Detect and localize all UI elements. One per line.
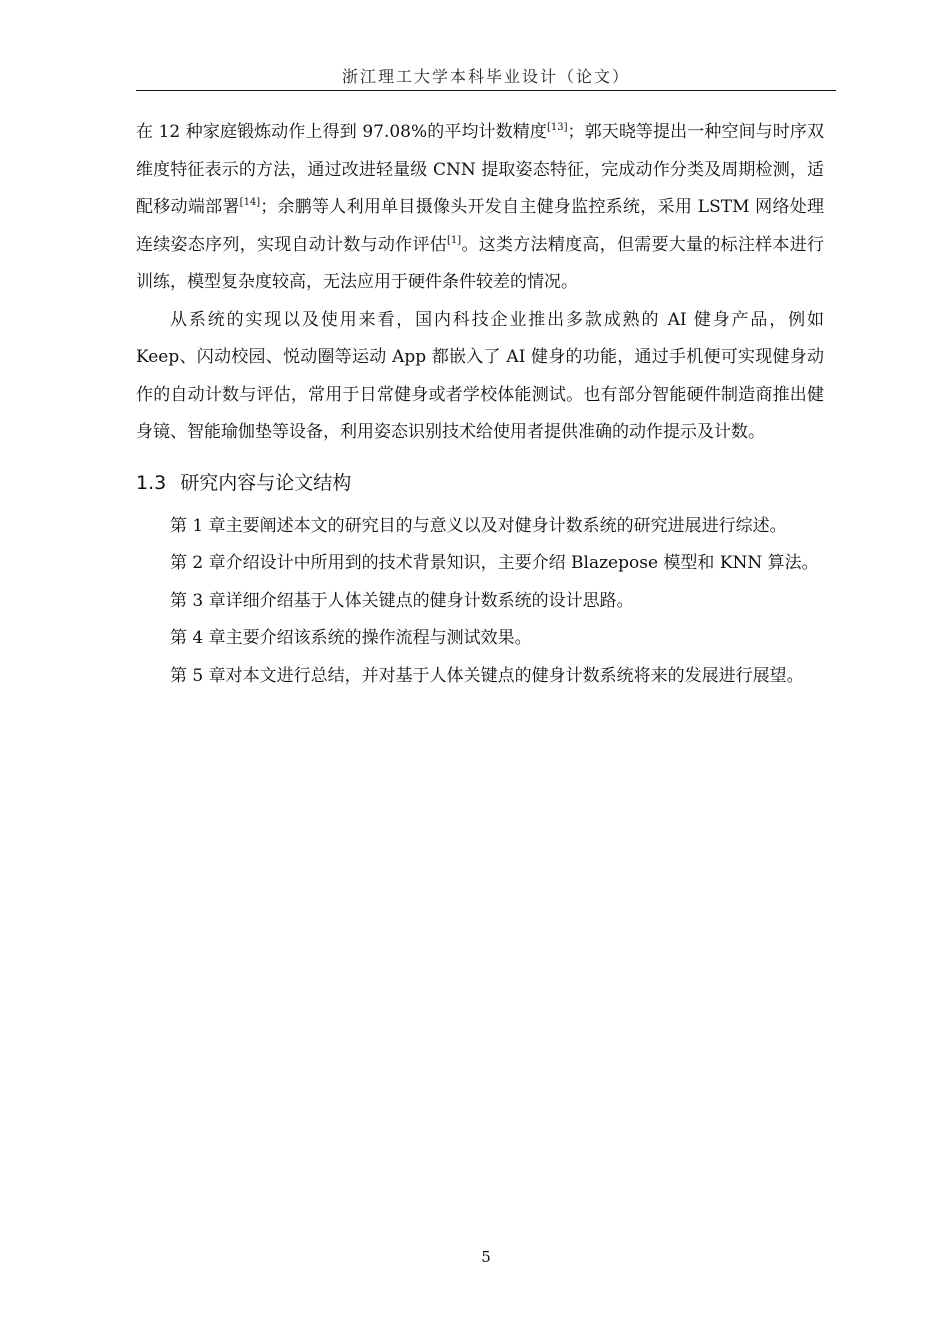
citation-1: [1] <box>447 234 462 246</box>
citation-14: [14] <box>239 197 261 208</box>
text-run: ；郭天晓等提出一种空间与时序双维度特征表示的方法，通过改进轻量级 CNN 提取姿态特征，完成动作分类及周期检测，适配移动端部署 <box>136 122 824 217</box>
chapter-summary-5: 第 5 章对本文进行总结，并对基于人体关键点的健身计数系统将来的发展进行展望。 <box>170 665 804 686</box>
paragraph-related-work <box>136 114 824 302</box>
citation-13: [13] <box>546 122 568 133</box>
text-run: 。这类方法精度高，但需要大量的标注样本进行训练，模型复杂度较高，无法应用于硬件条件较差的情况。 <box>136 234 825 292</box>
page-number: 5 <box>481 1248 491 1266</box>
section-number: 1.3 <box>136 471 167 494</box>
text-run: 在 12 种家庭锻炼动作上得到 97.08%的平均计数精度 <box>136 122 547 142</box>
chapter-summary-1: 第 1 章主要阐述本文的研究目的与意义以及对健身计数系统的研究进展进行综述。 <box>170 515 787 536</box>
header-rule <box>136 90 836 91</box>
section-title: 研究内容与论文结构 <box>180 471 352 494</box>
chapter-summary-3: 第 3 章详细介绍基于人体关键点的健身计数系统的设计思路。 <box>170 590 634 611</box>
running-header: 浙江理工大学本科毕业设计（论文） <box>341 67 630 86</box>
paragraph-products: 从系统的实现以及使用来看，国内科技企业推出多款成熟的 AI 健身产品，例如 Keep、闪动校园、悦动圈等运动 App 都嵌入了 AI 健身的功能，通过手机便可实现健身动作的自动计数与评估，常用于日常健身或者学校体能测试。也有部分智能硬件制造商推出健身镜、智能瑜伽垫等设备，利用姿态识别技术给使用者提供准确的动作提示及计数。 <box>136 309 824 442</box>
text-run: ；余鹏等人利用单目摄像头开发自主健身监控系统，采用 LSTM 网络处理连续姿态序列，实现自动计数与动作评估 <box>136 197 824 255</box>
section-heading <box>136 470 824 496</box>
body-text <box>136 114 824 695</box>
chapter-summary-4: 第 4 章主要介绍该系统的操作流程与测试效果。 <box>170 628 532 648</box>
chapter-summary-2: 第 2 章介绍设计中所用到的技术背景知识，主要介绍 Blazepose 模型和 KNN 算法。 <box>170 553 819 573</box>
